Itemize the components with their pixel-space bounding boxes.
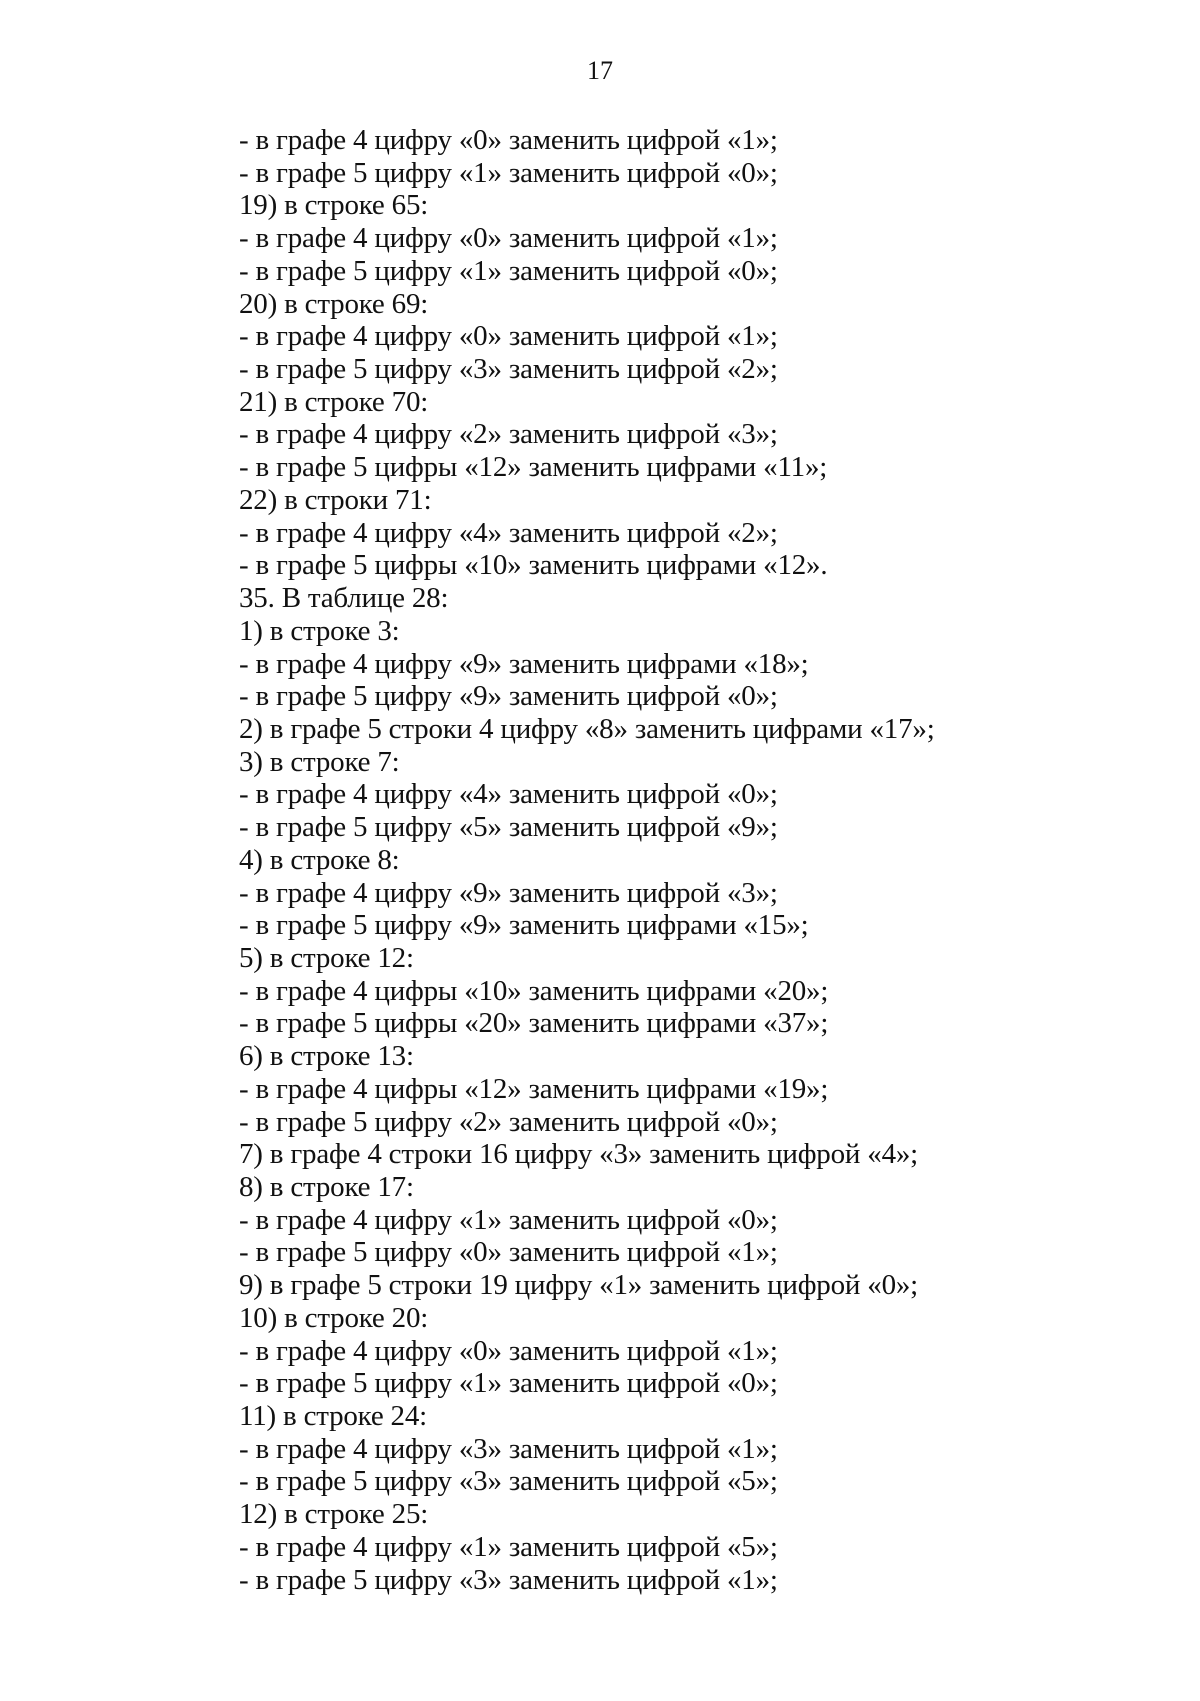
text-line: 35. В таблице 28:	[239, 582, 449, 615]
text-line: - в графе 5 цифру «0» заменить цифрой «1»;	[239, 1236, 778, 1269]
text-line: 19) в строке 65:	[239, 189, 429, 222]
text-line: 4) в строке 8:	[239, 843, 400, 876]
page-number: 17	[587, 56, 613, 85]
text-line: 5) в строке 12:	[239, 941, 414, 974]
text-line: - в графе 5 цифры «20» заменить цифрами «37»;	[239, 1007, 829, 1040]
text-line: 2) в графе 5 строки 4 цифру «8» заменить цифрами «17»;	[239, 712, 935, 745]
text-line: 6) в строке 13:	[239, 1040, 414, 1073]
text-line: - в графе 4 цифры «12» заменить цифрами «19»;	[239, 1072, 829, 1105]
text-line: - в графе 5 цифру «9» заменить цифрой «0»;	[239, 680, 778, 713]
amendment-list	[239, 124, 1139, 1596]
text-line: 22) в строки 71:	[239, 483, 432, 516]
text-line: 12) в строке 25:	[239, 1498, 429, 1531]
text-line: - в графе 4 цифру «0» заменить цифрой «1»;	[239, 222, 778, 255]
text-line: - в графе 4 цифру «0» заменить цифрой «1»;	[239, 320, 778, 353]
text-line: - в графе 5 цифру «9» заменить цифрами «15»;	[239, 909, 809, 942]
text-line: - в графе 4 цифру «1» заменить цифрой «5»;	[239, 1530, 778, 1563]
text-line: - в графе 4 цифру «9» заменить цифрой «3»;	[239, 876, 778, 909]
text-line: - в графе 5 цифры «12» заменить цифрами «11»;	[239, 451, 828, 484]
text-line: - в графе 5 цифру «1» заменить цифрой «0»;	[239, 254, 778, 287]
text-line: 9) в графе 5 строки 19 цифру «1» заменить цифрой «0»;	[239, 1269, 919, 1302]
text-line: - в графе 5 цифры «10» заменить цифрами «12».	[239, 549, 828, 582]
text-line: - в графе 4 цифру «2» заменить цифрой «3»;	[239, 418, 778, 451]
text-line: - в графе 5 цифру «3» заменить цифрой «5»;	[239, 1465, 778, 1498]
text-line: 7) в графе 4 строки 16 цифру «3» заменить цифрой «4»;	[239, 1138, 919, 1171]
text-line: - в графе 4 цифру «3» заменить цифрой «1»;	[239, 1432, 778, 1465]
text-line: - в графе 4 цифру «0» заменить цифрой «1»;	[239, 124, 778, 156]
text-line: - в графе 4 цифры «10» заменить цифрами «20»;	[239, 974, 829, 1007]
text-line: 21) в строке 70:	[239, 385, 429, 418]
text-line: - в графе 4 цифру «0» заменить цифрой «1»;	[239, 1334, 778, 1367]
text-line: - в графе 5 цифру «5» заменить цифрой «9»;	[239, 811, 778, 844]
text-line: - в графе 5 цифру «3» заменить цифрой «2»;	[239, 353, 778, 386]
text-line: 8) в строке 17:	[239, 1171, 414, 1203]
text-line: 1) в строке 3:	[239, 614, 400, 647]
text-line: - в графе 4 цифру «9» заменить цифрами «18»;	[239, 647, 809, 680]
text-line: - в графе 5 цифру «1» заменить цифрой «0»;	[239, 156, 778, 189]
text-line: - в графе 5 цифру «3» заменить цифрой «1»;	[239, 1563, 778, 1596]
text-line: 11) в строке 24:	[239, 1400, 428, 1433]
text-line: - в графе 4 цифру «1» заменить цифрой «0»;	[239, 1203, 778, 1236]
text-line: - в графе 5 цифру «1» заменить цифрой «0»;	[239, 1367, 778, 1400]
text-line: 10) в строке 20:	[239, 1301, 429, 1334]
text-line: - в графе 4 цифру «4» заменить цифрой «2»;	[239, 516, 778, 549]
text-line: - в графе 4 цифру «4» заменить цифрой «0»;	[239, 778, 778, 811]
text-line: 20) в строке 69:	[239, 287, 429, 320]
text-line: 3) в строке 7:	[239, 745, 400, 778]
text-line: - в графе 5 цифру «2» заменить цифрой «0»;	[239, 1105, 778, 1138]
